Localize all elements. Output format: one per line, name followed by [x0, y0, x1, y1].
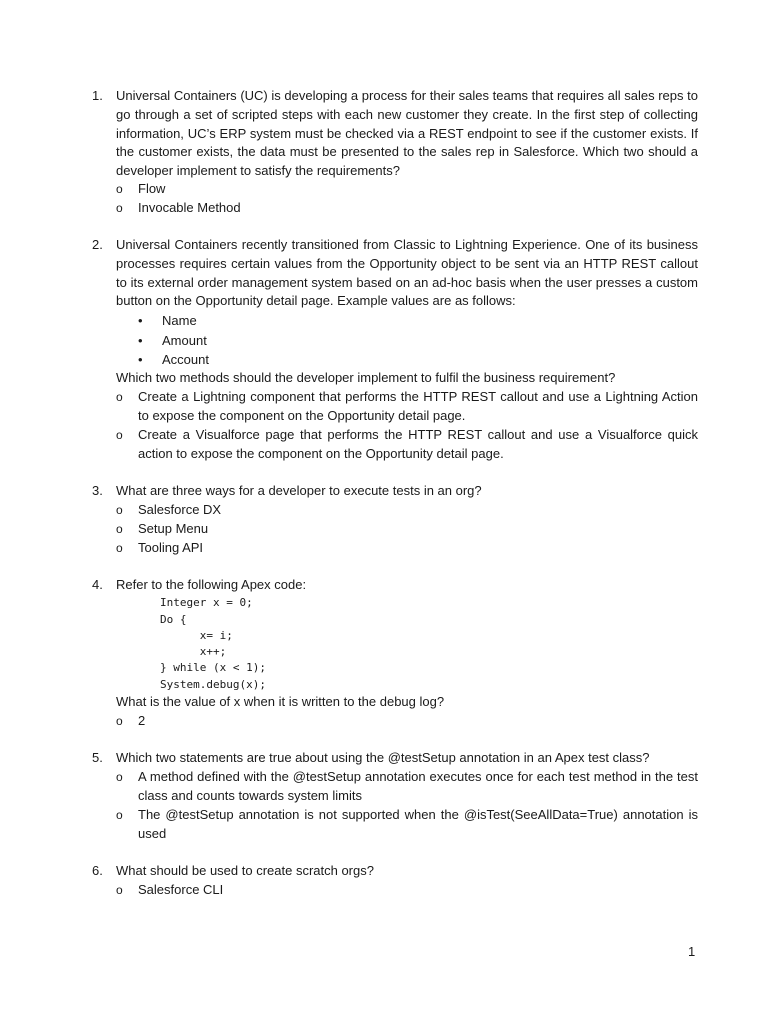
option-text: Create a Lightning component that performs the HTTP REST callout and use a Lightning Action to expose the component on the Opportunity detail page. — [138, 389, 698, 423]
question-text: Universal Containers recently transitioned from Classic to Lightning Experience. One of its business processes requires certain values from the Opportunity object to be sent via an HTTP REST callout to its external order management system based on an ad-hoc basis when the user presses a custom button on the Opportunity detail page. Example values are as follows: — [116, 237, 698, 309]
page-number: 1 — [688, 944, 696, 959]
bullet-marker: • — [138, 313, 143, 328]
option-marker: o — [116, 201, 123, 215]
option-text: Salesforce DX — [138, 502, 222, 517]
question-number: 4. — [92, 577, 103, 592]
bullet-text: Amount — [162, 333, 207, 348]
bullet-text: Account — [162, 352, 209, 367]
option-marker: o — [116, 522, 123, 536]
option-marker: o — [116, 428, 123, 442]
option-text: Setup Menu — [138, 521, 209, 536]
bullet-marker: • — [138, 352, 143, 367]
option-text: Flow — [138, 181, 166, 196]
question-text: What are three ways for a developer to execute tests in an org? — [116, 483, 482, 498]
option-marker: o — [116, 182, 123, 196]
question-text: What should be used to create scratch orgs? — [116, 863, 374, 878]
code-line: x= i; — [160, 629, 233, 642]
question-number: 6. — [92, 863, 103, 878]
question-prompt: Which two methods should the developer implement to fulfil the business requirement? — [116, 370, 616, 385]
code-line: } while (x < 1); — [160, 661, 266, 674]
question-prompt: What is the value of x when it is written to the debug log? — [116, 694, 445, 709]
option-text: Tooling API — [138, 540, 204, 555]
option-text: 2 — [138, 713, 146, 728]
option-text: Salesforce CLI — [138, 882, 224, 897]
question-text: Which two statements are true about using the @testSetup annotation in an Apex test class? — [116, 750, 650, 765]
code-line: Integer x = 0; — [160, 596, 253, 609]
option-marker: o — [116, 770, 123, 784]
option-text: The @testSetup annotation is not supported when the @isTest(SeeAllData=True) annotation is used — [138, 807, 698, 841]
option-marker: o — [116, 390, 123, 404]
question-text: Refer to the following Apex code: — [116, 577, 307, 592]
code-line: Do { — [160, 613, 187, 626]
question-number: 2. — [92, 237, 103, 252]
option-marker: o — [116, 808, 123, 822]
option-marker: o — [116, 503, 123, 517]
option-marker: o — [116, 883, 123, 897]
option-marker: o — [116, 541, 123, 555]
question-number: 1. — [92, 88, 103, 103]
question-number: 5. — [92, 750, 103, 765]
option-text: Invocable Method — [138, 200, 241, 215]
option-text: Create a Visualforce page that performs the HTTP REST callout and use a Visualforce quick action to expose the component on the Opportunity detail page. — [138, 427, 698, 461]
option-marker: o — [116, 714, 123, 728]
bullet-marker: • — [138, 333, 143, 348]
option-text: A method defined with the @testSetup annotation executes once for each test method in the test class and counts towards system limits — [138, 769, 698, 803]
question-text: Universal Containers (UC) is developing a process for their sales teams that requires all sales reps to go through a set of scripted steps with each new customer they create. In the first step of collecting information, UC’s ERP system must be checked via a REST endpoint to see if the customer exists. If the customer exists, the data must be presented to the sales rep in Salesforce. Which two should a developer implement to satisfy the requirements? — [116, 88, 698, 179]
code-line: System.debug(x); — [160, 678, 266, 691]
bullet-text: Name — [162, 313, 197, 328]
code-line: x++; — [160, 645, 227, 658]
question-number: 3. — [92, 483, 103, 498]
